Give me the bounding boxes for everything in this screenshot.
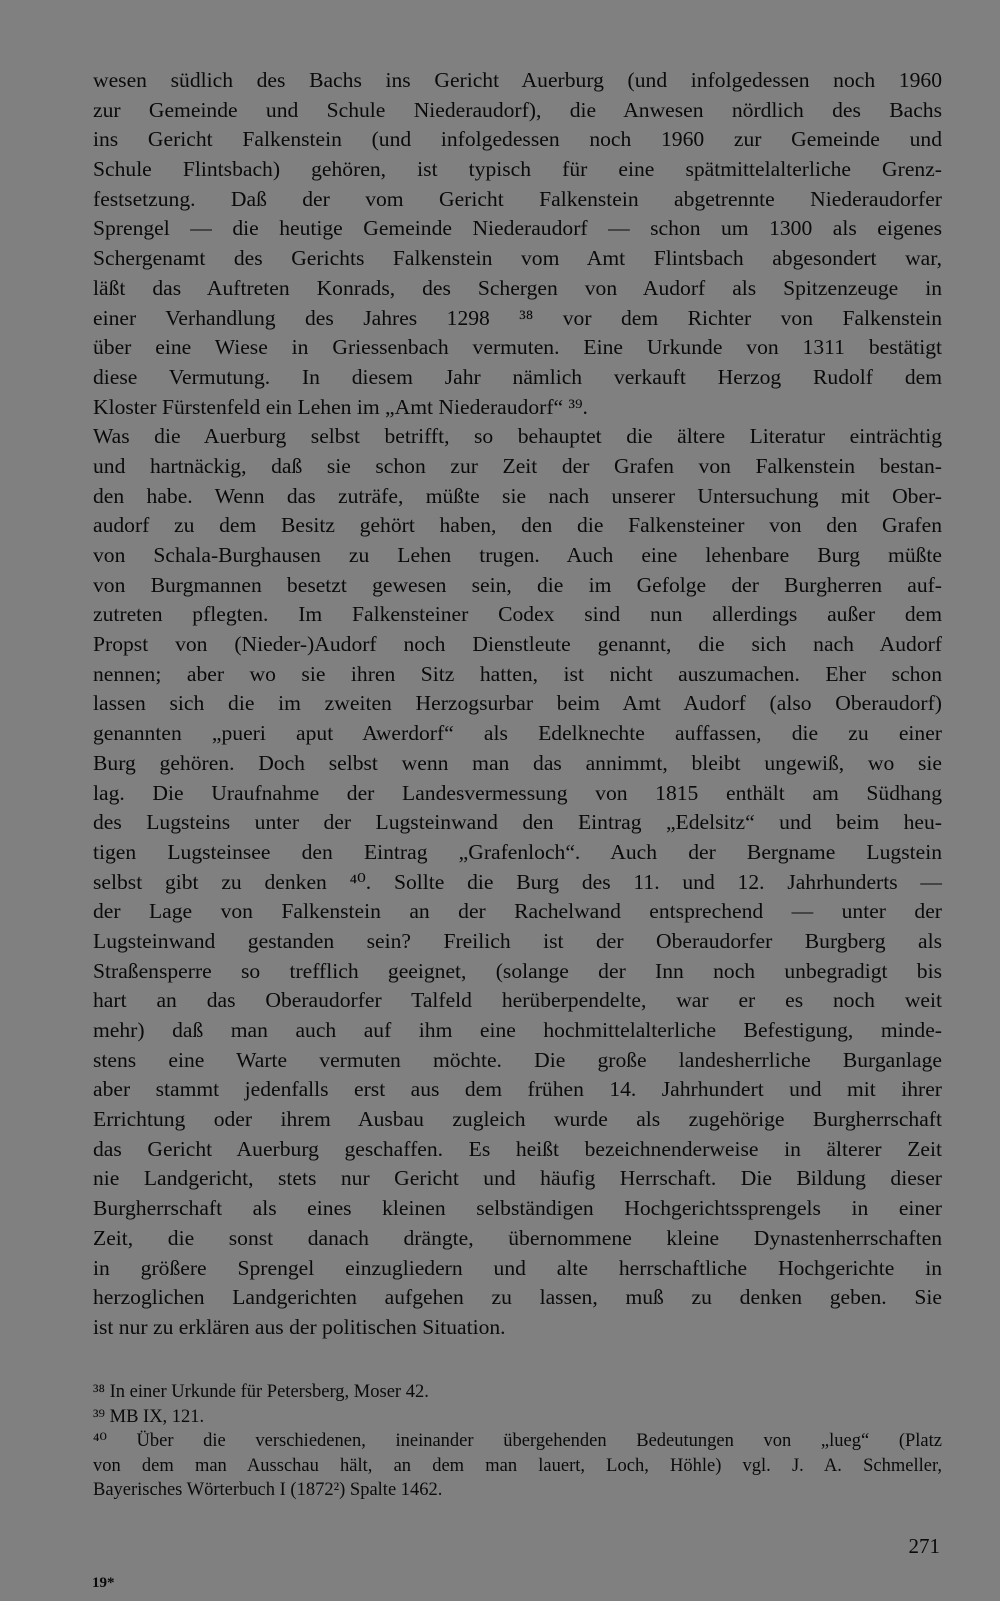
text-line: hart an das Oberaudorfer Talfeld herüberpendelte, war er es noch weit <box>93 988 942 1013</box>
text-line: zutreten pflegten. Im Falkensteiner Codex sind nun allerdings außer dem <box>93 602 942 627</box>
footnote-40: ⁴⁰ Über die verschiedenen, ineinander übergehenden Bedeutungen von „lueg“ (Platz <box>93 1431 942 1451</box>
text-line: Schule Flintsbach) gehören, ist typisch für eine spätmittelalterliche Grenz- <box>93 157 942 182</box>
text-line: lag. Die Uraufnahme der Landesvermessung von 1815 enthält am Südhang <box>93 780 942 805</box>
text-line: und hartnäckig, daß sie schon zur Zeit der Grafen von Falkenstein bestan- <box>93 453 942 478</box>
text-line: diese Vermutung. In diesem Jahr nämlich verkauft Herzog Rudolf dem <box>93 364 942 389</box>
footnote-39: ³⁹ MB IX, 121. <box>93 1406 205 1427</box>
text-line: läßt das Auftreten Konrads, des Schergen von Audorf als Spitzenzeuge in <box>93 275 942 300</box>
text-line: nennen; aber wo sie ihren Sitz hatten, ist nicht auszumachen. Eher schon <box>93 661 942 686</box>
page-number: 271 <box>908 1534 940 1558</box>
footnote-40-continued: von dem man Ausschau hält, an dem man lauert, Loch, Höhle) vgl. J. A. Schmeller, <box>93 1455 942 1476</box>
text-line: Errichtung oder ihrem Ausbau zugleich wurde als zugehörige Burgherrschaft <box>93 1107 942 1132</box>
text-line: Was die Auerburg selbst betrifft, so behauptet die ältere Literatur einträchtig <box>93 424 942 449</box>
text-line: einer Verhandlung des Jahres 1298 ³⁸ vor dem Richter von Falkenstein <box>93 305 942 330</box>
text-line: ins Gericht Falkenstein (und infolgedessen noch 1960 zur Gemeinde und <box>93 127 942 152</box>
text-line: des Lugsteins unter der Lugsteinwand den Eintrag „Edelsitz“ und beim heu- <box>93 810 942 835</box>
text-line: in größere Sprengel einzugliedern und alte herrschaftliche Hochgerichte in <box>93 1255 942 1280</box>
text-line: herzoglichen Landgerichten aufgehen zu lassen, muß zu denken geben. Sie <box>93 1285 942 1310</box>
text-line: Zeit, die sonst danach drängte, übernommene kleine Dynastenherrschaften <box>93 1225 942 1250</box>
main-text-block <box>93 66 942 1343</box>
text-line: Propst von (Nieder-)Audorf noch Dienstleute genannt, die sich nach Audorf <box>93 632 942 657</box>
text-line: stens eine Warte vermuten möchte. Die große landesherrliche Burganlage <box>93 1047 942 1072</box>
signature-mark: 19* <box>92 1575 115 1591</box>
text-line: lassen sich die im zweiten Herzogsurbar beim Amt Audorf (also Oberaudorf) <box>93 691 942 716</box>
text-line: Schergenamt des Gerichts Falkenstein vom Amt Flintsbach abgesondert war, <box>93 246 942 271</box>
text-line: wesen südlich des Bachs ins Gericht Auerburg (und infolgedessen noch 1960 <box>93 68 942 92</box>
text-line: von Burgmannen besetzt gewesen sein, die im Gefolge der Burgherren auf- <box>93 572 942 597</box>
text-line: selbst gibt zu denken ⁴⁰. Sollte die Burg des 11. und 12. Jahrhunderts — <box>93 869 942 894</box>
text-line: Kloster Fürstenfeld ein Lehen im „Amt Niederaudorf“ ³⁹. <box>93 394 588 419</box>
text-line: Burg gehören. Doch selbst wenn man das annimmt, bleibt ungewiß, wo sie <box>93 750 942 775</box>
text-line: den habe. Wenn das zuträfe, müßte sie nach unserer Untersuchung mit Ober- <box>93 483 942 508</box>
text-line: Sprengel — die heutige Gemeinde Niederaudorf — schon um 1300 als eigenes <box>93 216 942 241</box>
text-line: nie Landgericht, stets nur Gericht und häufig Herrschaft. Die Bildung dieser <box>93 1166 942 1191</box>
footnote-38: ³⁸ In einer Urkunde für Petersberg, Moser 42. <box>93 1382 429 1402</box>
footnotes <box>93 1380 942 1503</box>
text-line: mehr) daß man auch auf ihm eine hochmittelalterliche Befestigung, minde- <box>93 1018 942 1042</box>
text-line: Lugsteinwand gestanden sein? Freilich ist der Oberaudorfer Burgberg als <box>93 928 942 953</box>
text-line: von Schala-Burghausen zu Lehen trugen. Auch eine lehenbare Burg müßte <box>93 543 942 567</box>
text-line: Burgherrschaft als eines kleinen selbständigen Hochgerichtssprengels in einer <box>93 1196 942 1221</box>
text-line: zur Gemeinde und Schule Niederaudorf), die Anwesen nördlich des Bachs <box>93 97 942 122</box>
text-line: über eine Wiese in Griessenbach vermuten. Eine Urkunde von 1311 bestätigt <box>93 335 942 360</box>
text-line: genannten „pueri aput Awerdorf“ als Edelknechte auffassen, die zu einer <box>93 721 942 746</box>
text-line: das Gericht Auerburg geschaffen. Es heißt bezeichnenderweise in älterer Zeit <box>93 1136 942 1161</box>
text-line: tigen Lugsteinsee den Eintrag „Grafenloch“. Auch der Bergname Lugstein <box>93 839 942 864</box>
text-line: aber stammt jedenfalls erst aus dem frühen 14. Jahrhundert und mit ihrer <box>93 1077 942 1102</box>
text-line: audorf zu dem Besitz gehört haben, den die Falkensteiner von den Grafen <box>93 513 942 538</box>
text-line: der Lage von Falkenstein an der Rachelwand entsprechend — unter der <box>93 899 942 924</box>
text-line: ist nur zu erklären aus der politischen Situation. <box>93 1314 506 1339</box>
footnote-40-continued: Bayerisches Wörterbuch I (1872²) Spalte 1462. <box>93 1480 443 1500</box>
text-line: festsetzung. Daß der vom Gericht Falkenstein abgetrennte Niederaudorfer <box>93 186 942 211</box>
text-line: Straßensperre so trefflich geeignet, (solange der Inn noch unbegradigt bis <box>93 958 942 983</box>
